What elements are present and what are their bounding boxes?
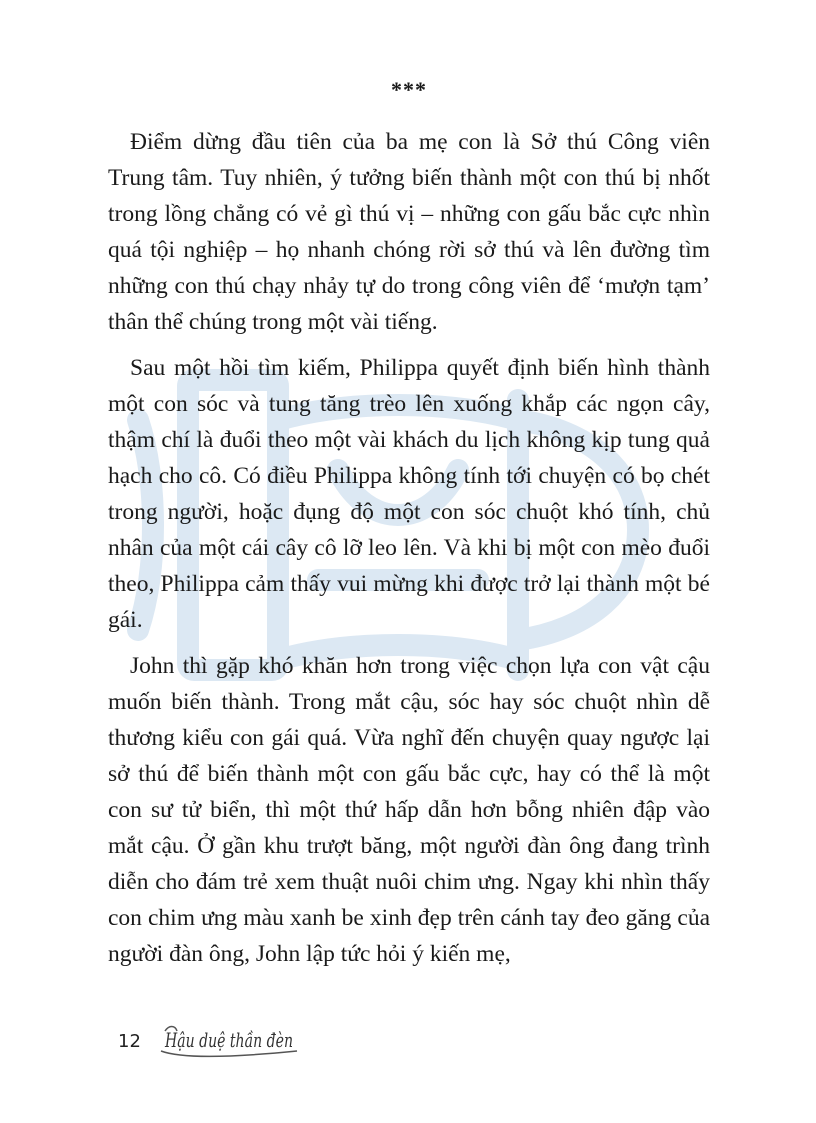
paragraph-2: Sau một hồi tìm kiếm, Philippa quyết định biến hình thành một con sóc và tung tăng trèo lên xuống khắp các ngọn cây, thậm chí là đuổi theo một vài khách du lịch không kịp tung quả hạch cho cô. Có điều Philippa không tính tới chuyện có bọ chét trong người, hoặc đụng độ một con sóc chuột khó tính, chủ nhân của một cái cây cô lỡ leo lên. Và khi bị một con mèo đuổi theo, Philippa cảm thấy vui mừng khi được trở lại thành một bé gái. [108,355,710,633]
paragraph-1: Điểm dừng đầu tiên của ba mẹ con là Sở thú Công viên Trung tâm. Tuy nhiên, ý tưởng biến thành một con thú bị nhốt trong lồng chẳng có vẻ gì thú vị – những con gấu bắc cực nhìn quá tội nghiệp – họ nhanh chóng rời sở thú và lên đường tìm những con thú chạy nhảy tự do trong công viên để ‘mượn tạm’ thân thể chúng trong một vài tiếng. [108,129,710,335]
logo-text: Hậu duệ thần đèn [164,1028,293,1052]
body-text [108,72,710,982]
paragraph-3: John thì gặp khó khăn hơn trong việc chọn lựa con vật cậu muốn biến thành. Trong mắt cậu, sóc hay sóc chuột nhìn dễ thương kiểu con gái quá. Vừa nghĩ đến chuyện quay ngược lại sở thú để biến thành một con gấu bắc cực, hay có thể là một con sư tử biển, thì một thứ hấp dẫn hơn bỗng nhiên đập vào mắt cậu. Ở gần khu trượt băng, một người đàn ông đang trình diễn cho đám trẻ xem thuật nuôi chim ưng. Ngay khi nhìn thấy con chim ưng màu xanh be xinh đẹp trên cánh tay đeo găng của người đàn ông, John lập tức hỏi ý kiến mẹ, [108,653,710,967]
book-title-logo [157,1021,301,1061]
page-number: 12 [118,1030,141,1052]
section-separator: *** [391,77,427,102]
page-footer [118,1016,301,1066]
